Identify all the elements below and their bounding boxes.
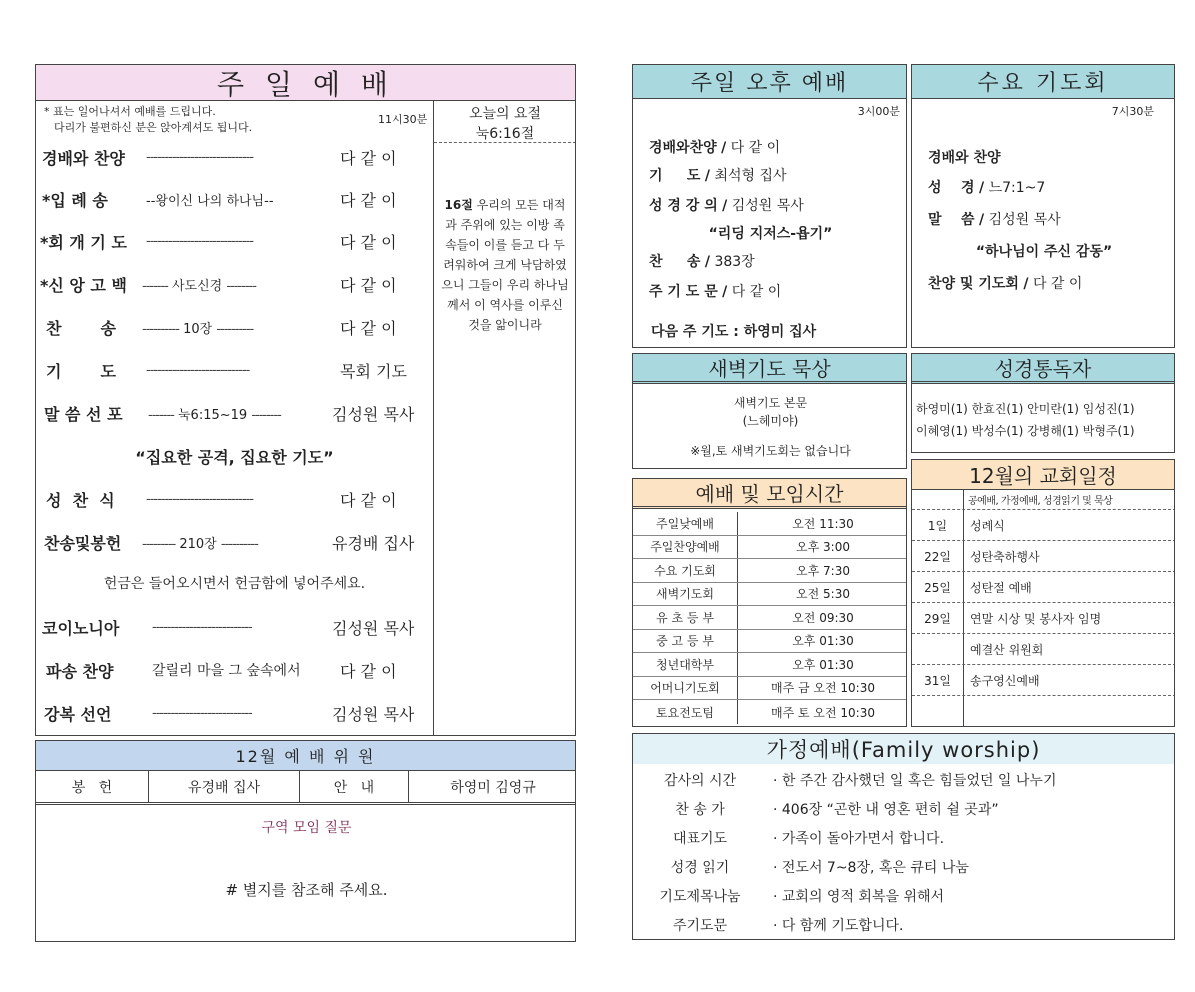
verse-reference: 눅6:16절 bbox=[475, 126, 535, 142]
sunday-service-panel bbox=[35, 64, 576, 736]
sunday-service-title: 주 일 예 배 bbox=[217, 67, 394, 101]
dawn-prayer-line-1: 새벽기도 본문 bbox=[733, 396, 808, 410]
family-row: 기도제목나눔 · 교회의 영적 회복을 위해서 bbox=[659, 889, 945, 905]
schedule-title: 예배 및 모임시간 bbox=[695, 482, 844, 506]
bible-readers-row-2: 이혜영(1) 박성수(1) 강병해(1) 박형주(1) bbox=[916, 424, 1135, 438]
committee-header bbox=[36, 741, 575, 771]
order-leader: 김성원 목사 bbox=[332, 704, 415, 724]
calendar-row: 1일 성례식 bbox=[912, 510, 1175, 541]
next-prayer: 다음 주 기도 : 하영미 집사 bbox=[651, 324, 817, 340]
bible-readers-title: 성경통독자 bbox=[994, 357, 1092, 381]
guide-label: 안 내 bbox=[300, 771, 409, 802]
order-name: *회 개 기 도 bbox=[40, 232, 127, 252]
order-leader: 다 같 이 bbox=[340, 275, 397, 295]
order-dashes: --------------------------- bbox=[152, 619, 252, 635]
church-calendar-title: 12월의 교회일정 bbox=[969, 464, 1117, 488]
schedule-row: 주일찬양예배 오후 3:00 bbox=[633, 536, 907, 560]
verse-title: 오늘의 요절 bbox=[468, 106, 542, 122]
dawn-prayer-header bbox=[633, 354, 906, 384]
order-name: *신 앙 고 백 bbox=[40, 275, 127, 295]
order-name: 파송 찬양 bbox=[46, 661, 114, 681]
order-name: 성 찬 식 bbox=[46, 490, 115, 510]
family-worship-panel bbox=[632, 733, 1175, 940]
order-dashes: ----------------------------- bbox=[146, 233, 254, 249]
order-leader: 다 같 이 bbox=[340, 190, 397, 210]
order-name: 강복 선언 bbox=[44, 704, 112, 724]
order-name: 찬 송 bbox=[46, 318, 116, 338]
afternoon-service-time: 3시00분 bbox=[857, 105, 900, 118]
schedule-row: 중 고 등 부 오후 01:30 bbox=[633, 630, 907, 654]
order-name: 코이노니아 bbox=[42, 618, 120, 638]
family-row: 대표기도 · 가족이 돌아가면서 합니다. bbox=[672, 831, 945, 847]
afternoon-line: 성 경 강 의 / 김성원 목사 bbox=[649, 198, 804, 214]
afternoon-line: 경배와찬양 / 다 같 이 bbox=[649, 140, 781, 156]
schedule-header bbox=[633, 479, 906, 509]
order-dashes: --------------------------- bbox=[152, 705, 252, 721]
dawn-prayer-note: ※월,토 새벽기도회는 없습니다 bbox=[690, 444, 851, 458]
schedule-panel bbox=[632, 478, 907, 727]
bible-readers-header bbox=[912, 354, 1174, 384]
question-note: # 별지를 참조해 주세요. bbox=[225, 881, 388, 899]
verse-text: 우리의 모든 대적과 주위에 있는 이방 족속들이 이를 듣고 다 두려워하여 크게 낙담하였으니 그들이 우리 하나님께서 이 역사를 이루신 것을 앎이니라 bbox=[441, 198, 569, 332]
order-leader: 다 같 이 bbox=[340, 661, 397, 681]
verse-lead: 16절 bbox=[444, 198, 473, 212]
order-row bbox=[36, 229, 433, 253]
order-name: 찬송및봉헌 bbox=[44, 533, 122, 553]
family-row: 성경 읽기 · 전도서 7~8장, 혹은 큐티 나눔 bbox=[670, 860, 969, 876]
order-name: *입 례 송 bbox=[42, 190, 108, 210]
calendar-row bbox=[912, 696, 1175, 727]
afternoon-service-title: 주일 오후 예배 bbox=[690, 71, 849, 96]
wednesday-line-2: 성 경 / 느7:1~7 bbox=[928, 180, 1046, 196]
order-name: 경배와 찬양 bbox=[42, 148, 125, 168]
committee-panel bbox=[35, 740, 576, 942]
order-row bbox=[36, 401, 433, 425]
afternoon-service-header bbox=[633, 65, 906, 99]
wednesday-time: 7시30분 bbox=[1111, 105, 1154, 118]
schedule-row: 유 초 등 부 오전 09:30 bbox=[633, 606, 907, 630]
order-row bbox=[36, 530, 433, 554]
order-row bbox=[36, 358, 433, 382]
wednesday-line-4: 찬양 및 기도회 / 다 같 이 bbox=[928, 276, 1083, 292]
order-leader: 다 같 이 bbox=[340, 148, 397, 168]
schedule-row: 주일낮예배 오전 11:30 bbox=[633, 512, 907, 536]
wednesday-title: 수요 기도회 bbox=[977, 71, 1109, 96]
standing-note: * 표는 일어나셔서 예배를 드립니다. bbox=[44, 105, 216, 118]
order-detail: 갈릴리 마을 그 숲속에서 bbox=[152, 663, 301, 679]
order-leader: 김성원 목사 bbox=[332, 404, 415, 424]
verse-text-block bbox=[434, 195, 576, 335]
bible-readers-row-1: 하영미(1) 한효진(1) 안미란(1) 임성진(1) bbox=[916, 402, 1135, 416]
family-worship-header bbox=[633, 734, 1174, 764]
calendar-row: 31일 송구영신예배 bbox=[912, 665, 1175, 696]
wednesday-panel bbox=[911, 64, 1175, 348]
dawn-prayer-title: 새벽기도 묵상 bbox=[708, 357, 831, 381]
order-dashes: ---------------------------- bbox=[146, 362, 250, 378]
order-row bbox=[36, 272, 433, 296]
order-row bbox=[36, 315, 433, 339]
family-worship-title: 가정예배(Family worship) bbox=[766, 738, 1041, 762]
question-title: 구역 모임 질문 bbox=[261, 820, 352, 836]
order-leader: 김성원 목사 bbox=[332, 618, 415, 638]
sermon-title: “집요한 공격, 집요한 기도” bbox=[135, 448, 334, 467]
schedule-row: 새벽기도회 오전 5:30 bbox=[633, 583, 907, 607]
schedule-row: 어머니기도회 매주 금 오전 10:30 bbox=[633, 677, 907, 701]
order-leader: 목회 기도 bbox=[340, 361, 407, 381]
order-row bbox=[36, 615, 433, 639]
verse-column bbox=[433, 101, 576, 736]
order-detail: ------- 사도신경 -------- bbox=[142, 278, 256, 294]
order-dashes: ----------------------------- bbox=[146, 491, 254, 507]
order-detail: ---------- 10장 ---------- bbox=[142, 321, 254, 337]
church-calendar-table bbox=[912, 490, 1175, 727]
family-row: 주기도문 · 다 함께 기도합니다. bbox=[672, 918, 904, 934]
afternoon-line: 찬 송 / 383장 bbox=[649, 254, 755, 270]
bible-readers-panel bbox=[911, 353, 1175, 453]
calendar-row: 29일 연말 시상 및 봉사자 임명 bbox=[912, 603, 1175, 634]
order-row bbox=[36, 658, 433, 682]
wednesday-header bbox=[912, 65, 1174, 99]
church-calendar-subheader: 공예배, 가정예배, 성경읽기 및 묵상 bbox=[968, 496, 1113, 507]
dawn-prayer-line-2: (느헤미야) bbox=[742, 414, 799, 428]
schedule-row: 청년대학부 오후 01:30 bbox=[633, 653, 907, 677]
schedule-row: 수요 기도회 오후 7:30 bbox=[633, 559, 907, 583]
order-leader: 다 같 이 bbox=[340, 232, 397, 252]
order-row bbox=[36, 487, 433, 511]
calendar-row: 예결산 위원회 bbox=[912, 634, 1175, 665]
order-name: 기 도 bbox=[46, 361, 116, 381]
order-row bbox=[36, 145, 433, 169]
order-detail: ------- 눅6:15~19 -------- bbox=[148, 407, 281, 423]
guide-name: 하영미 김영규 bbox=[450, 779, 536, 796]
schedule-table bbox=[633, 512, 907, 724]
order-leader: 다 같 이 bbox=[340, 490, 397, 510]
afternoon-line: 기 도 / 최석형 집사 bbox=[649, 168, 787, 184]
offering-label: 봉 헌 bbox=[36, 771, 149, 802]
seating-note: 다리가 불편하신 분은 앉아계셔도 됩니다. bbox=[54, 121, 253, 134]
afternoon-line: 주 기 도 문 / 다 같 이 bbox=[649, 284, 782, 300]
committee-title: 12월 예 배 위 원 bbox=[235, 747, 376, 766]
wednesday-sermon: “하나님이 주신 감동” bbox=[975, 244, 1113, 260]
family-row: 감사의 시간 · 한 주간 감사했던 일 혹은 힘들었던 일 나누기 bbox=[663, 773, 1057, 789]
order-dashes: ----------------------------- bbox=[146, 149, 254, 165]
calendar-row: 22일 성탄축하행사 bbox=[912, 541, 1175, 572]
order-leader: 다 같 이 bbox=[340, 318, 397, 338]
dawn-prayer-panel bbox=[632, 353, 907, 469]
wednesday-line-3: 말 씀 / 김성원 목사 bbox=[928, 212, 1061, 228]
sunday-service-header bbox=[36, 65, 575, 101]
church-calendar-header bbox=[912, 460, 1174, 490]
sunday-service-time: 11시30분 bbox=[378, 113, 428, 126]
schedule-row: 토요전도팀 매주 토 오전 10:30 bbox=[633, 700, 907, 724]
calendar-row: 25일 성탄절 예배 bbox=[912, 572, 1175, 603]
committee-table bbox=[36, 771, 576, 805]
order-detail: --왕이신 나의 하나님-- bbox=[146, 193, 274, 209]
offering-name: 유경배 집사 bbox=[149, 771, 300, 802]
family-row: 찬 송 가 · 406장 “곤한 내 영혼 편히 쉴 곳과” bbox=[675, 802, 999, 818]
offering-note: 헌금은 들어오시면서 헌금함에 넣어주세요. bbox=[103, 576, 366, 592]
order-row bbox=[36, 701, 433, 725]
afternoon-service-panel bbox=[632, 64, 907, 348]
order-name: 말 씀 선 포 bbox=[44, 404, 123, 424]
order-detail: --------- 210장 ---------- bbox=[142, 536, 258, 552]
lecture-title: “리딩 지저스-욥기” bbox=[708, 226, 833, 242]
wednesday-line-1: 경배와 찬양 bbox=[928, 150, 1001, 166]
church-calendar-panel bbox=[911, 459, 1175, 727]
order-row bbox=[36, 187, 433, 211]
order-leader: 유경배 집사 bbox=[332, 533, 415, 553]
